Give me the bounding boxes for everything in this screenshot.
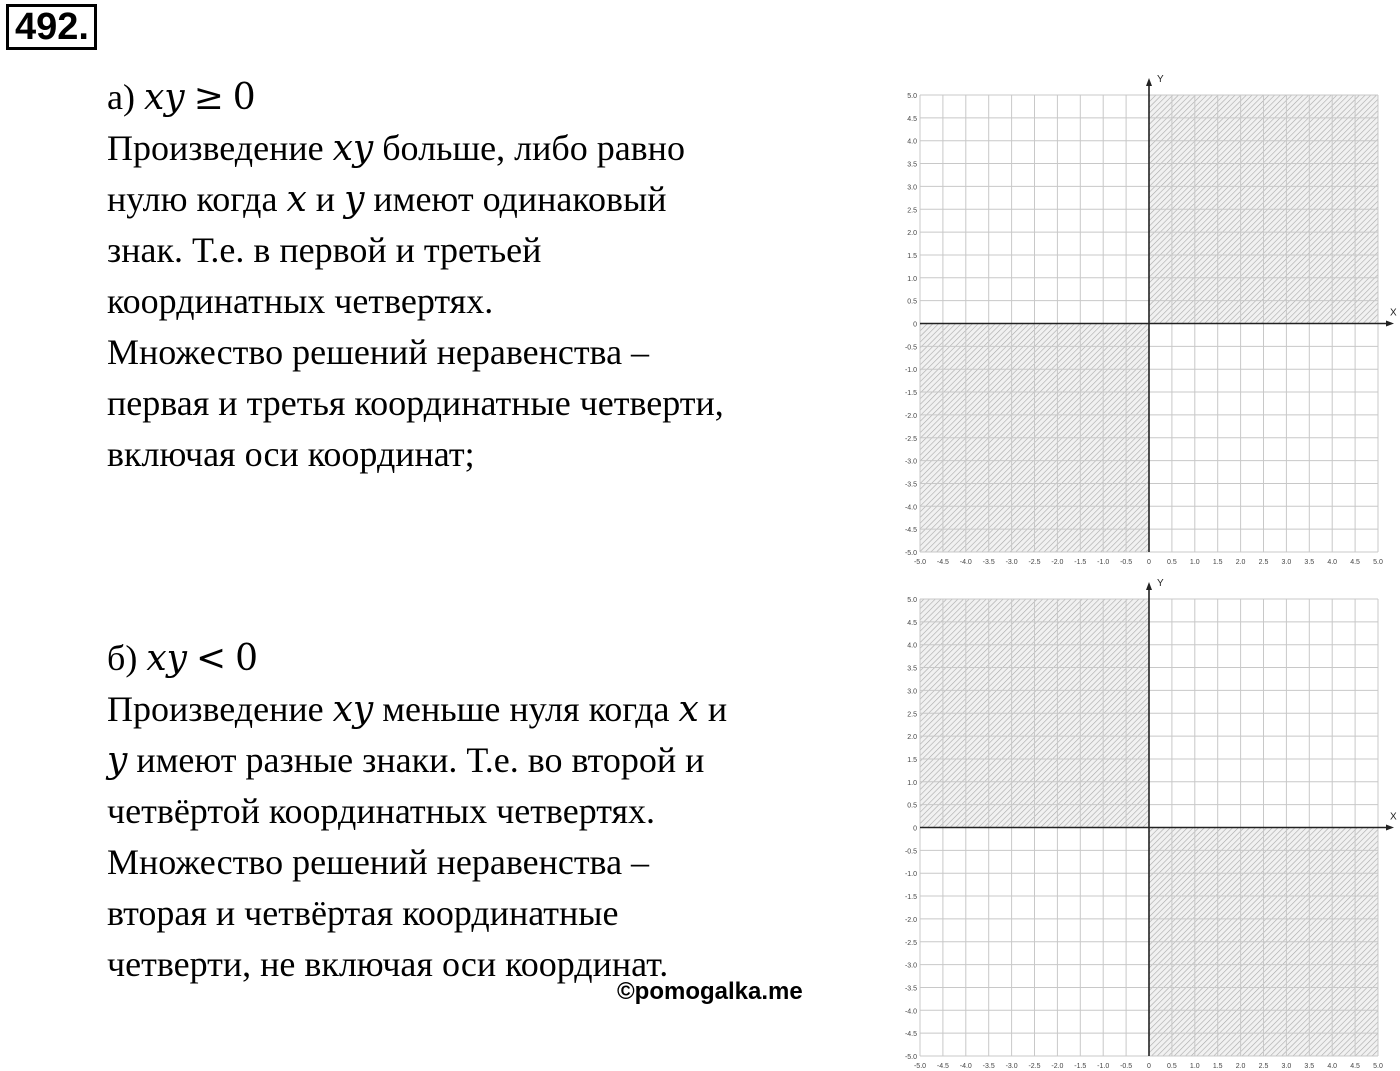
part-a-heading xyxy=(107,72,867,123)
y-tick-label: 0.5 xyxy=(907,802,917,810)
x-tick-label: 0.5 xyxy=(1167,1063,1177,1070)
x-tick-label: -0.5 xyxy=(1120,1063,1133,1070)
y-tick-label: 3.5 xyxy=(907,161,917,169)
part-a-l2-pre: нулю когда xyxy=(107,179,287,219)
part-a-l2-mid: и xyxy=(306,179,345,219)
part-b-l1-mid: меньше нуля когда xyxy=(373,689,679,729)
y-tick-label: -1.0 xyxy=(904,871,917,879)
x-tick-label: -3.0 xyxy=(1005,1063,1018,1070)
x-tick-label: -4.5 xyxy=(936,559,949,566)
y-tick-label: 3.5 xyxy=(907,665,917,673)
part-b-label: б) xyxy=(107,638,138,678)
part-b-line-4: Множество решений неравенства – xyxy=(107,842,650,882)
y-tick-label: 2.0 xyxy=(907,734,917,742)
part-a-line-3: знак. Т.е. в первой и третьей xyxy=(107,230,542,270)
y-tick-label: -0.5 xyxy=(904,848,917,856)
part-b-line-3: четвёртой координатных четвертях. xyxy=(107,791,656,831)
part-a-line-7: включая оси координат; xyxy=(107,434,475,474)
part-a-line-1 xyxy=(107,123,867,174)
part-a-expr-var: xy xyxy=(143,77,185,118)
y-tick-label: 4.5 xyxy=(907,619,917,627)
y-tick-label: -1.5 xyxy=(904,894,917,902)
part-b-l2-post: имеют разные знаки. Т.е. во второй и xyxy=(127,740,705,780)
part-b-expr-rhs: 0 xyxy=(235,638,259,679)
problem-number: 492. xyxy=(6,4,97,50)
x-tick-label: 5.0 xyxy=(1373,559,1383,566)
y-tick-label: -4.0 xyxy=(904,1008,917,1016)
x-tick-label: 0.5 xyxy=(1167,559,1177,566)
x-tick-label: -4.5 xyxy=(936,1063,949,1070)
y-tick-label: 2.0 xyxy=(907,230,917,238)
part-a-l1-var: xy xyxy=(332,128,374,169)
x-tick-label: 3.0 xyxy=(1281,1063,1292,1070)
part-a-text xyxy=(107,72,867,480)
y-tick-label: 1.0 xyxy=(907,275,917,283)
watermark: ©pomogalka.me xyxy=(617,978,803,1005)
x-tick-label: 2.0 xyxy=(1235,559,1246,566)
y-tick-label: 0.5 xyxy=(907,298,917,306)
part-b-heading xyxy=(107,633,867,684)
x-axis-label: X xyxy=(1390,307,1397,319)
part-b-l2-y: y xyxy=(107,740,128,781)
x-tick-label: -4.0 xyxy=(959,559,972,566)
x-tick-label: -2.5 xyxy=(1028,1063,1041,1070)
y-tick-label: -0.5 xyxy=(904,344,917,352)
part-a-label: а) xyxy=(107,77,135,117)
x-tick-label: -2.0 xyxy=(1051,559,1064,566)
x-tick-label: -5.0 xyxy=(913,559,927,566)
y-tick-label: -2.5 xyxy=(904,939,917,947)
part-b-line-6: четверти, не включая оси координат. xyxy=(107,944,669,984)
y-tick-label: -1.0 xyxy=(904,367,917,375)
part-b-expr-op: < xyxy=(195,638,227,679)
part-a-line-6: первая и третья координатные четверти, xyxy=(107,383,724,423)
x-tick-label: -1.5 xyxy=(1074,1063,1087,1070)
x-tick-label: -4.0 xyxy=(959,1063,972,1070)
part-b-expr-var: xy xyxy=(146,638,187,679)
y-tick-label: -4.0 xyxy=(904,504,917,512)
x-tick-label: -0.5 xyxy=(1120,559,1133,566)
y-tick-label: 3.0 xyxy=(907,184,917,192)
x-tick-label: 1.0 xyxy=(1189,1063,1200,1070)
coordinate-plane-svg xyxy=(890,72,1400,566)
y-tick-label: 1.5 xyxy=(907,756,917,764)
x-tick-label: -3.0 xyxy=(1005,559,1018,566)
y-tick-label: -1.5 xyxy=(904,390,917,398)
y-tick-label: -4.5 xyxy=(904,1031,917,1039)
y-axis-label: Y xyxy=(1157,578,1164,589)
y-tick-label: 1.0 xyxy=(907,779,917,787)
part-a-expr-op: ≥ xyxy=(193,77,224,118)
y-tick-label: -3.5 xyxy=(904,985,917,993)
part-a-l1-post: больше, либо равно xyxy=(373,128,685,168)
x-tick-label: 2.5 xyxy=(1258,559,1269,566)
part-a-l2-post: имеют одинаковый xyxy=(364,179,667,219)
y-tick-label: -5.0 xyxy=(904,1054,917,1061)
y-tick-label: 4.0 xyxy=(907,138,917,146)
x-tick-label: 4.0 xyxy=(1327,559,1338,566)
x-tick-label: 5.0 xyxy=(1373,1063,1383,1070)
y-tick-label: 5.0 xyxy=(907,93,917,100)
y-tick-label: -5.0 xyxy=(904,550,917,557)
x-axis-arrow-icon xyxy=(1386,321,1394,327)
part-a-l2-y: y xyxy=(344,179,365,220)
y-axis-arrow-icon xyxy=(1146,582,1152,590)
y-tick-label: -2.0 xyxy=(904,916,917,924)
part-b-line-2 xyxy=(107,735,867,786)
part-a-line-2 xyxy=(107,174,867,225)
part-a-l1-pre: Произведение xyxy=(107,128,333,168)
x-tick-label: -1.5 xyxy=(1074,559,1087,566)
x-tick-label: 2.0 xyxy=(1235,1063,1246,1070)
y-axis-arrow-icon xyxy=(1146,78,1152,86)
y-tick-label: 2.5 xyxy=(907,207,917,215)
x-tick-label: 0 xyxy=(1147,1063,1151,1070)
part-b-l1-x: x xyxy=(678,689,699,730)
x-tick-label: 1.0 xyxy=(1189,559,1200,566)
x-tick-label: 1.5 xyxy=(1212,559,1223,566)
x-tick-label: -2.0 xyxy=(1051,1063,1064,1070)
y-tick-label: -2.0 xyxy=(904,412,917,420)
coordinate-plane-svg xyxy=(890,576,1400,1070)
y-tick-label: -3.0 xyxy=(904,458,917,466)
part-b-line-1 xyxy=(107,684,867,735)
y-tick-label: 4.0 xyxy=(907,642,917,650)
part-a-expr-rhs: 0 xyxy=(232,77,256,118)
y-axis-label: Y xyxy=(1157,74,1164,85)
x-tick-label: -3.5 xyxy=(982,1063,995,1070)
part-a-line-5: Множество решений неравенства – xyxy=(107,332,650,372)
x-tick-label: 3.5 xyxy=(1304,559,1315,566)
y-tick-label: 2.5 xyxy=(907,711,917,719)
y-tick-label: 5.0 xyxy=(907,597,917,604)
x-tick-label: 0 xyxy=(1147,559,1151,566)
x-tick-label: 4.5 xyxy=(1350,1063,1360,1070)
x-tick-label: 3.0 xyxy=(1281,559,1292,566)
y-tick-label: -2.5 xyxy=(904,435,917,443)
part-b-line-5: вторая и четвёртая координатные xyxy=(107,893,619,933)
x-tick-label: 2.5 xyxy=(1258,1063,1269,1070)
x-tick-label: 3.5 xyxy=(1304,1063,1315,1070)
coordinate-plane-b xyxy=(890,576,1400,1070)
x-axis-arrow-icon xyxy=(1386,825,1394,831)
x-tick-label: -2.5 xyxy=(1028,559,1041,566)
x-tick-label: 4.0 xyxy=(1327,1063,1338,1070)
x-tick-label: 1.5 xyxy=(1212,1063,1223,1070)
part-b-text xyxy=(107,633,867,990)
part-b-l1-post: и xyxy=(698,689,728,729)
part-a-line-4: координатных четвертях. xyxy=(107,281,494,321)
x-tick-label: -5.0 xyxy=(913,1063,927,1070)
y-tick-label: 3.0 xyxy=(907,688,917,696)
y-tick-label: -3.0 xyxy=(904,962,917,970)
coordinate-plane-a xyxy=(890,72,1400,566)
x-tick-label: -3.5 xyxy=(982,559,995,566)
y-tick-label: 1.5 xyxy=(907,252,917,260)
y-tick-label: -3.5 xyxy=(904,481,917,489)
part-b-l1-var: xy xyxy=(332,689,374,730)
part-b-l1-pre: Произведение xyxy=(107,689,333,729)
x-axis-label: X xyxy=(1390,811,1397,823)
y-tick-label: -4.5 xyxy=(904,527,917,535)
x-tick-label: -1.0 xyxy=(1097,559,1110,566)
y-tick-label: 0 xyxy=(913,321,917,329)
x-tick-label: 4.5 xyxy=(1350,559,1360,566)
y-tick-label: 4.5 xyxy=(907,115,917,123)
y-tick-label: 0 xyxy=(913,825,917,833)
x-tick-label: -1.0 xyxy=(1097,1063,1110,1070)
part-a-l2-x: x xyxy=(286,179,307,220)
